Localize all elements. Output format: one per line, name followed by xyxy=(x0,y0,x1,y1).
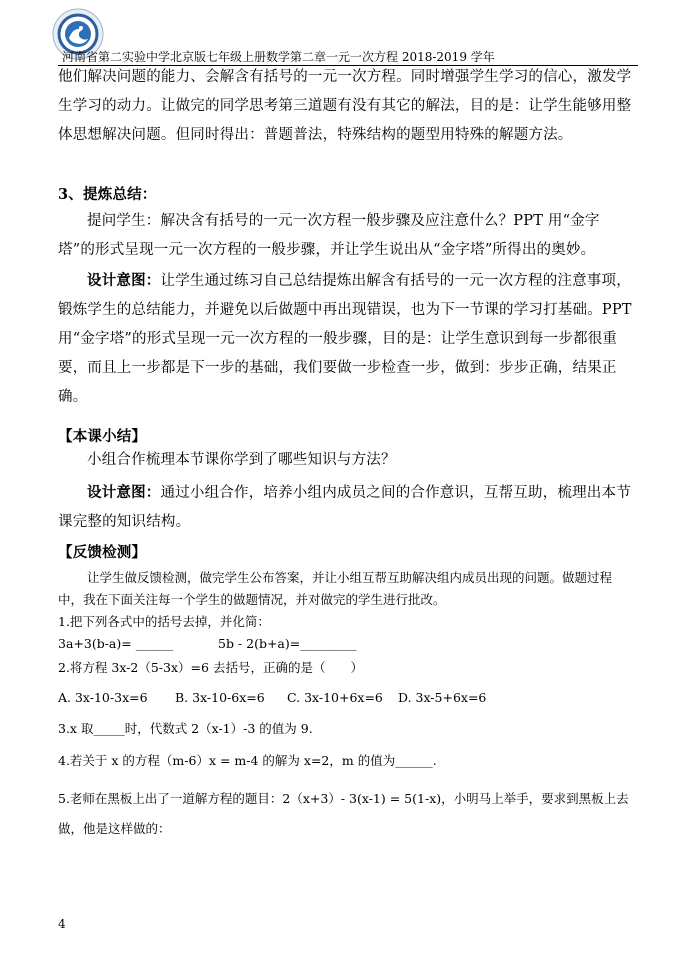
design-intent-2 xyxy=(58,478,636,537)
question-2: 2.将方程 3x-2（5-3x）=6 去括号，正确的是（ ） xyxy=(58,660,363,675)
question-1-a: 3a+3(b-a)= ______ xyxy=(58,636,174,651)
question-2-option-b: B. 3x-10-6x=6 xyxy=(175,690,265,705)
page-header: 河南省第二实验中学北京版七年级上册数学第二章一元一次方程 2018-2019 学年 xyxy=(62,50,495,64)
question-2-option-d: D. 3x-5+6x=6 xyxy=(398,690,487,705)
section3-text: 提问学生：解决含有括号的一元一次方程一般步骤及应注意什么？PPT 用“金字塔”的形式呈现一元一次方程的一般步骤，并让学生说出从“金字塔”所得出的奥妙。 xyxy=(58,213,600,258)
question-1: 1.把下列各式中的括号去掉，并化简： xyxy=(58,614,270,629)
design-intent-text: 让学生通过练习自己总结提炼出解含有括号的一元一次方程的注意事项，锻炼学生的总结能力，并避免以后做题中再出现错误，也为下一节课的学习打基础。PPT 用“金字塔”的形式呈现一元一次方程的一般步骤，目的是：让学生意识到每一步都很重要，而且上一步都是下一步的基础，我们要做一步检查一步，做到：步步正确，结果正确。 xyxy=(58,273,632,405)
question-5: 5.老师在黑板上出了一道解方程的题目：2（x+3）- 3(x-1) = 5(1-x)，小明马上举手，要求到黑板上去做，他是这样做的： xyxy=(58,791,629,836)
question-1-b: 5b - 2(b+a)=_________ xyxy=(218,636,357,651)
summary-text: 小组合作梳理本节课你学到了哪些知识与方法？ xyxy=(87,452,396,468)
intro-paragraph: 他们解决问题的能力、会解含有括号的一元一次方程。同时增强学生学习的信心，激发学生学习的动力。让做完的同学思考第三道题有没有其它的解法，目的是：让学生能够用整体思想解决问题。但同时得出：普题普法，特殊结构的题型用特殊的解题方法。 xyxy=(58,69,632,143)
question-4: 4.若关于 x 的方程（m-6）x = m-4 的解为 x=2，m 的值为______. xyxy=(58,753,437,768)
feedback-heading: 【反馈检测】 xyxy=(58,544,147,561)
feedback-text: 让学生做反馈检测，做完学生公布答案，并让小组互帮互助解决组内成员出现的问题。做题过程中，我在下面关注每一个学生的做题情况，并对做完的学生进行批改。 xyxy=(58,570,613,607)
section3-heading: 3、提炼总结： xyxy=(58,186,157,203)
design-intent-1 xyxy=(58,266,636,412)
design-intent-label: 设计意图： xyxy=(87,484,161,501)
design-intent-label: 设计意图： xyxy=(87,272,161,289)
question-3: 3.x 取_____时，代数式 2（x-1）-3 的值为 9. xyxy=(58,721,313,736)
question-2-option-c: C. 3x-10+6x=6 xyxy=(287,690,383,705)
question-2-option-a: A. 3x-10-3x=6 xyxy=(58,690,148,705)
summary-heading: 【本课小结】 xyxy=(58,428,147,445)
design-intent-text: 通过小组合作，培养小组内成员之间的合作意识，互帮互助，梳理出本节课完整的知识结构。 xyxy=(58,485,631,530)
page-number: 4 xyxy=(58,917,66,931)
